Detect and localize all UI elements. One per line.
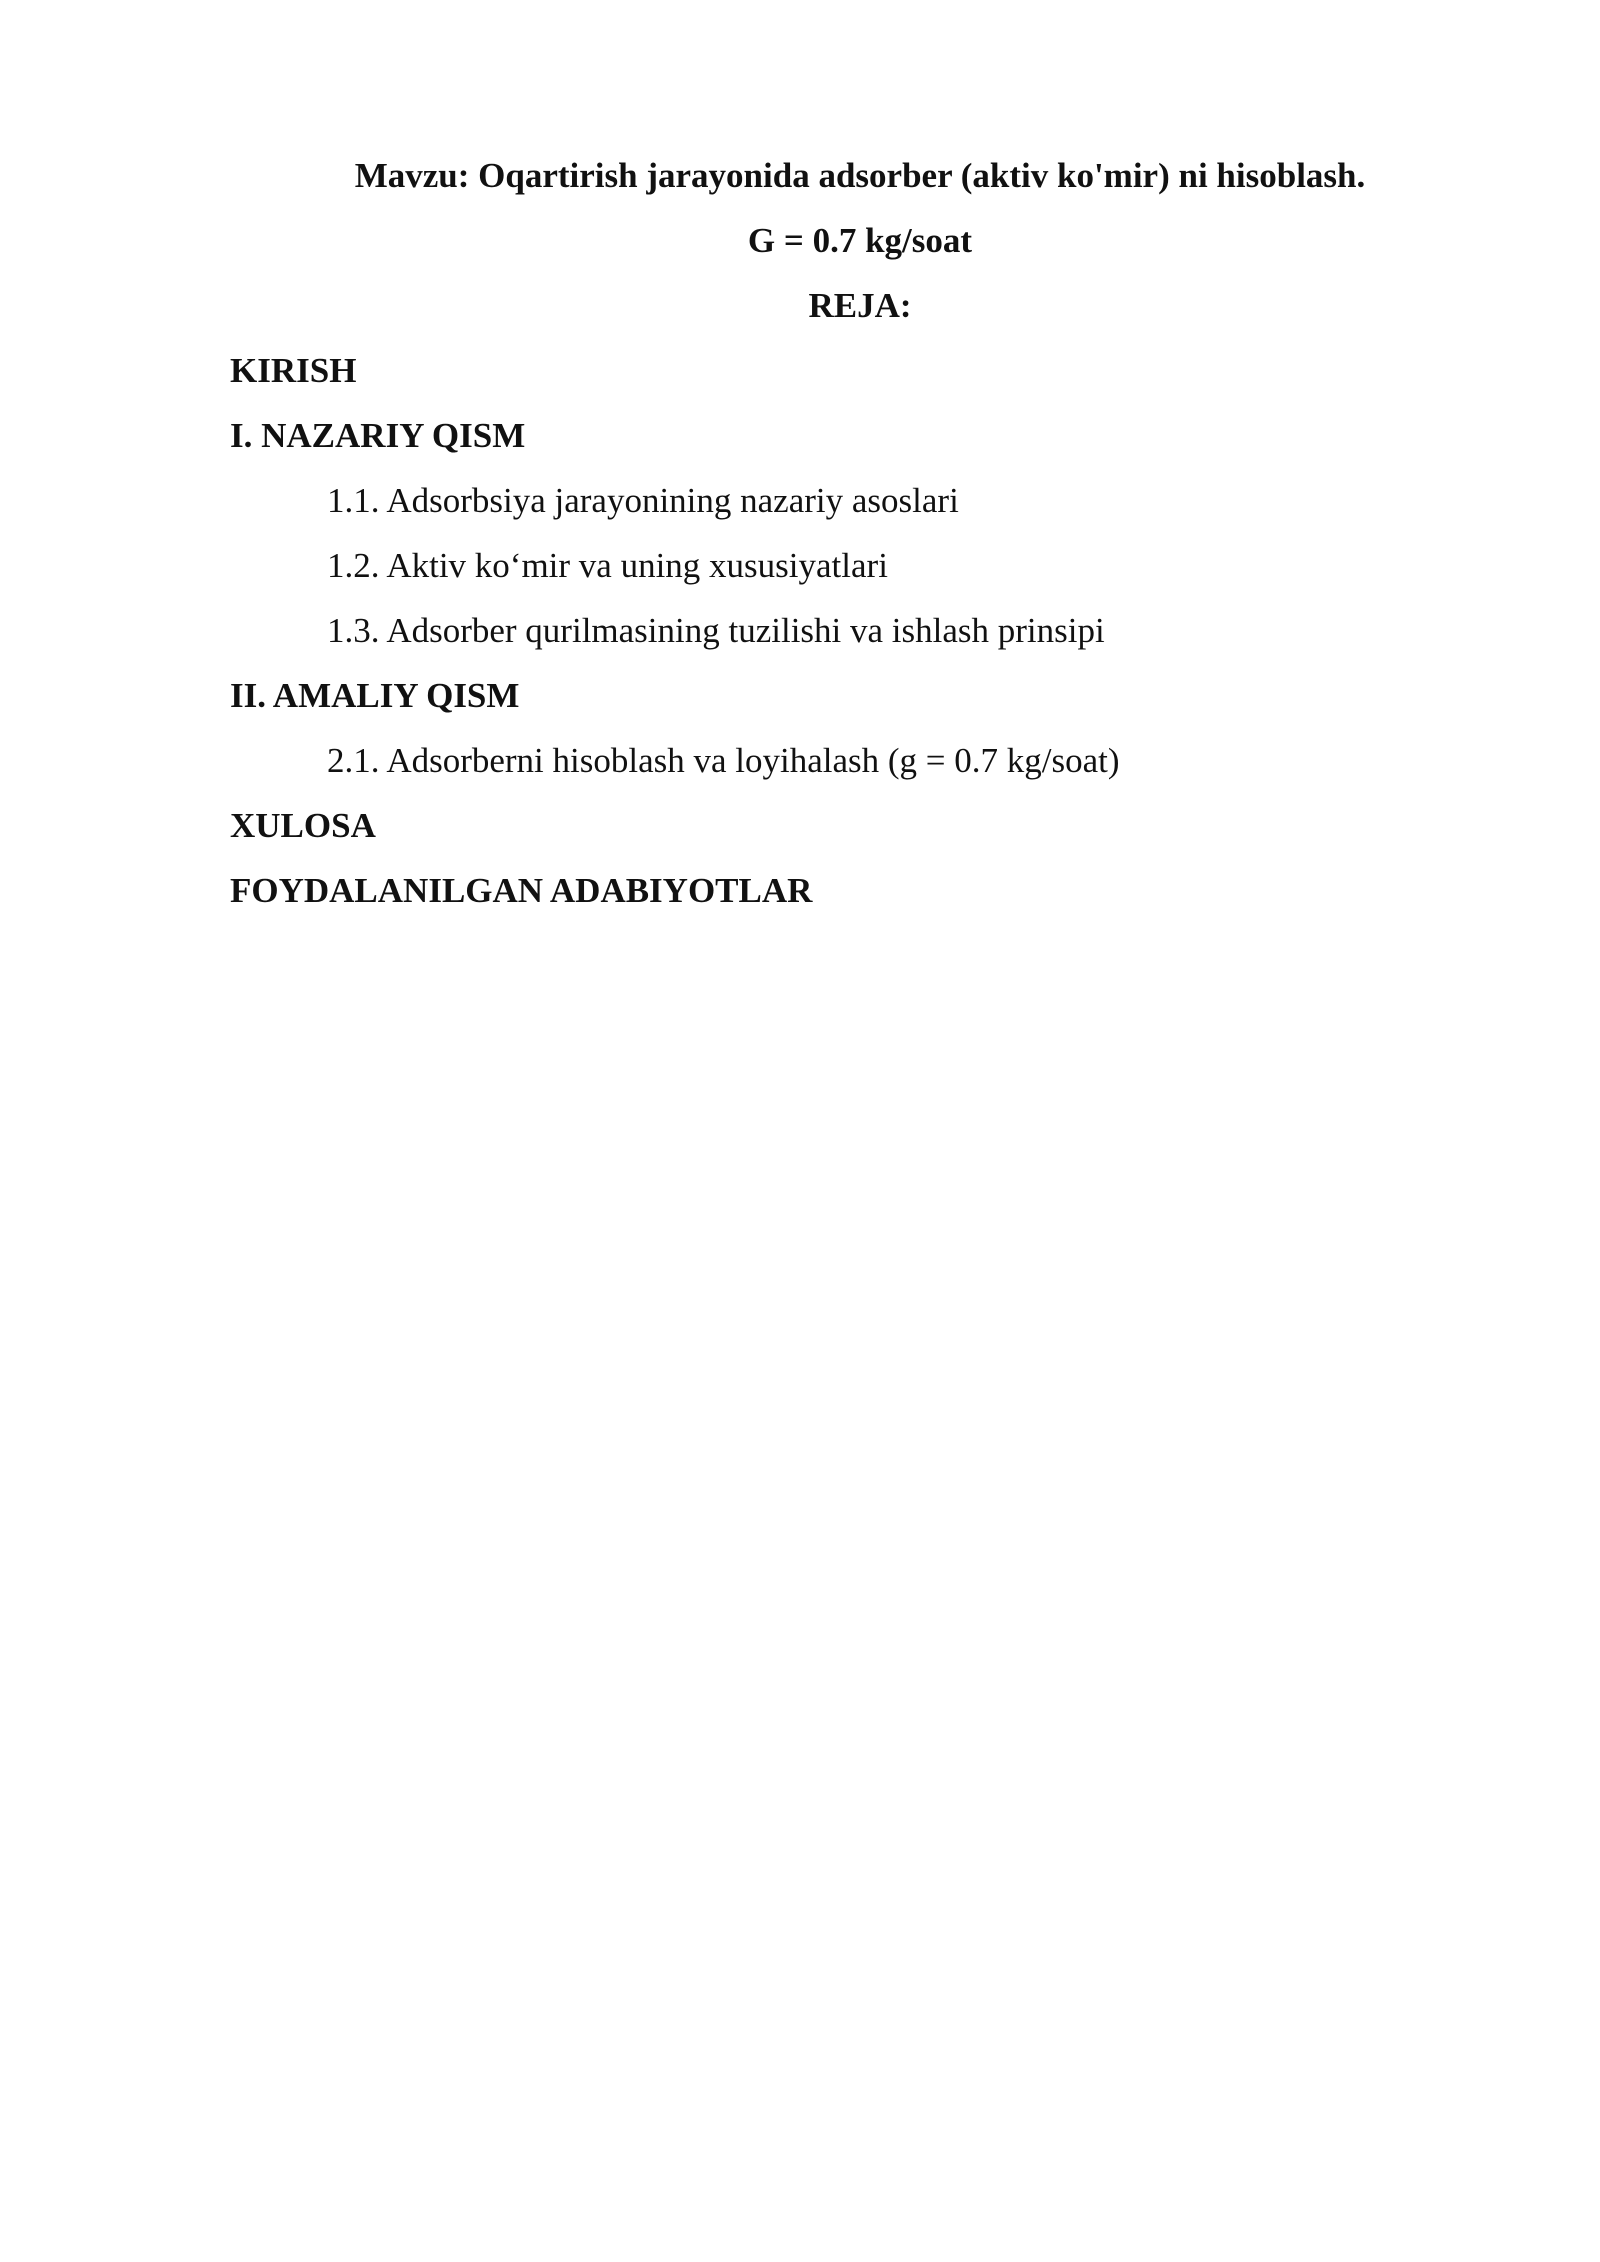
outline-section-nazariy-qism: I. NAZARIY QISM	[230, 416, 526, 455]
outline-section-kirish: KIRISH	[230, 351, 357, 390]
outline-section-xulosa: XULOSA	[230, 806, 376, 845]
outline-section-amaliy-qism: II. AMALIY QISM	[230, 676, 520, 715]
outline-item-1-1: 1.1. Adsorbsiya jarayonining nazariy asoslari	[327, 481, 959, 520]
outline-item-2-1: 2.1. Adsorberni hisoblash va loyihalash (g = 0.7 kg/soat)	[327, 741, 1120, 780]
document-topic: Mavzu: Oqartirish jarayonida adsorber (aktiv ko'mir) ni hisoblash.	[354, 156, 1366, 195]
outline-item-1-3: 1.3. Adsorber qurilmasining tuzilishi va ishlash prinsipi	[327, 611, 1105, 650]
plan-heading: REJA:	[808, 286, 912, 325]
outline-item-1-2: 1.2. Aktiv ko‘mir va uning xususiyatlari	[327, 546, 888, 585]
outline-section-adabiyotlar: FOYDALANILGAN ADABIYOTLAR	[230, 871, 813, 910]
flow-rate-line: G = 0.7 kg/soat	[747, 221, 973, 260]
